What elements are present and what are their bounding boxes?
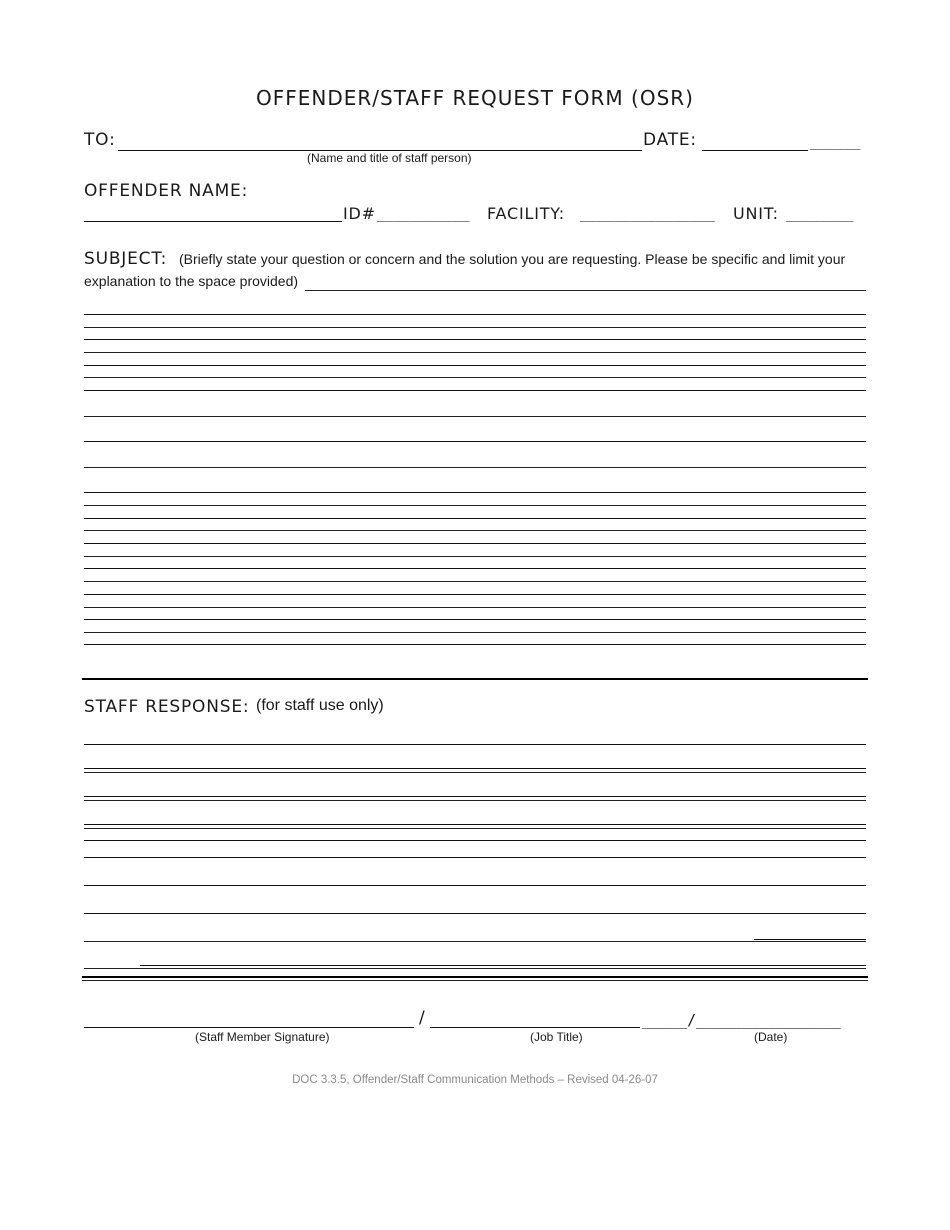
subject-line[interactable] xyxy=(84,644,866,645)
subject-line[interactable] xyxy=(84,441,866,442)
subject-line[interactable] xyxy=(84,492,866,493)
response-line[interactable] xyxy=(84,913,866,914)
response-line[interactable] xyxy=(84,768,866,769)
response-line[interactable] xyxy=(84,828,866,829)
response-line[interactable] xyxy=(84,744,866,745)
subject-line[interactable] xyxy=(84,314,866,315)
subject-label: SUBJECT: xyxy=(84,249,168,269)
subject-line[interactable] xyxy=(84,416,866,417)
offender-name-field-line[interactable] xyxy=(84,221,342,222)
subject-line[interactable] xyxy=(84,594,866,595)
job-title-field-line[interactable] xyxy=(430,1027,640,1028)
response-line[interactable] xyxy=(84,840,866,841)
signature-slash: / xyxy=(419,1008,426,1028)
subject-line[interactable] xyxy=(84,352,866,353)
facility-field-blank[interactable]: ________________ xyxy=(580,206,715,222)
subject-line[interactable] xyxy=(84,390,866,391)
signature-field-line[interactable] xyxy=(84,1027,414,1028)
form-title: OFFENDER/STAFF REQUEST FORM (OSR) xyxy=(256,86,694,110)
subject-line[interactable] xyxy=(84,543,866,544)
subject-line[interactable] xyxy=(84,339,866,340)
section-divider xyxy=(82,678,868,680)
response-line[interactable] xyxy=(84,885,866,886)
facility-label: FACILITY: xyxy=(487,204,565,223)
subject-first-line[interactable] xyxy=(305,290,866,291)
job-title-caption: (Job Title) xyxy=(530,1030,583,1044)
signature-caption: (Staff Member Signature) xyxy=(195,1030,330,1044)
subject-line[interactable] xyxy=(84,568,866,569)
id-field-blank[interactable]: ___________ xyxy=(377,206,470,222)
bottom-rule-inner xyxy=(82,980,868,981)
to-hint: (Name and title of staff person) xyxy=(307,151,472,165)
response-line[interactable] xyxy=(84,772,866,773)
subject-line[interactable] xyxy=(84,607,866,608)
response-line[interactable] xyxy=(84,800,866,801)
subject-line[interactable] xyxy=(84,632,866,633)
date-field-suffix: ______ xyxy=(810,134,861,150)
staff-response-label: STAFF RESPONSE: xyxy=(84,697,250,717)
response-line-overlay[interactable] xyxy=(140,965,866,966)
bottom-rule xyxy=(82,976,868,978)
subject-line[interactable] xyxy=(84,365,866,366)
subject-line[interactable] xyxy=(84,530,866,531)
unit-label: UNIT: xyxy=(733,204,779,223)
offender-name-label: OFFENDER NAME: xyxy=(84,181,249,201)
response-line[interactable] xyxy=(84,968,866,969)
form-footer: DOC 3.3.5, Offender/Staff Communication Methods – Revised 04-26-07 xyxy=(292,1074,658,1086)
date-label: DATE: xyxy=(643,130,697,150)
subject-line[interactable] xyxy=(84,467,866,468)
staff-response-note: (for staff use only) xyxy=(256,697,384,714)
response-line[interactable] xyxy=(84,941,866,942)
unit-field-blank[interactable]: ________ xyxy=(786,206,854,222)
response-line-end[interactable] xyxy=(754,939,866,940)
subject-line[interactable] xyxy=(84,556,866,557)
id-label: ID# xyxy=(343,204,376,223)
date-signature-blank[interactable]: _____/________________ xyxy=(642,1011,841,1029)
response-line[interactable] xyxy=(84,796,866,797)
response-line[interactable] xyxy=(84,857,866,858)
subject-line[interactable] xyxy=(84,581,866,582)
date-field-line[interactable] xyxy=(702,150,808,151)
response-line[interactable] xyxy=(84,824,866,825)
subject-line[interactable] xyxy=(84,377,866,378)
subject-line[interactable] xyxy=(84,327,866,328)
to-label: TO: xyxy=(84,130,116,150)
subject-line[interactable] xyxy=(84,518,866,519)
subject-line[interactable] xyxy=(84,505,866,506)
date-caption: (Date) xyxy=(754,1030,788,1044)
subject-instructions-line1: (Briefly state your question or concern and the solution you are requesting. Please be specific and limit your xyxy=(179,251,846,267)
subject-line[interactable] xyxy=(84,619,866,620)
subject-instructions-line2: explanation to the space provided) xyxy=(84,273,299,289)
